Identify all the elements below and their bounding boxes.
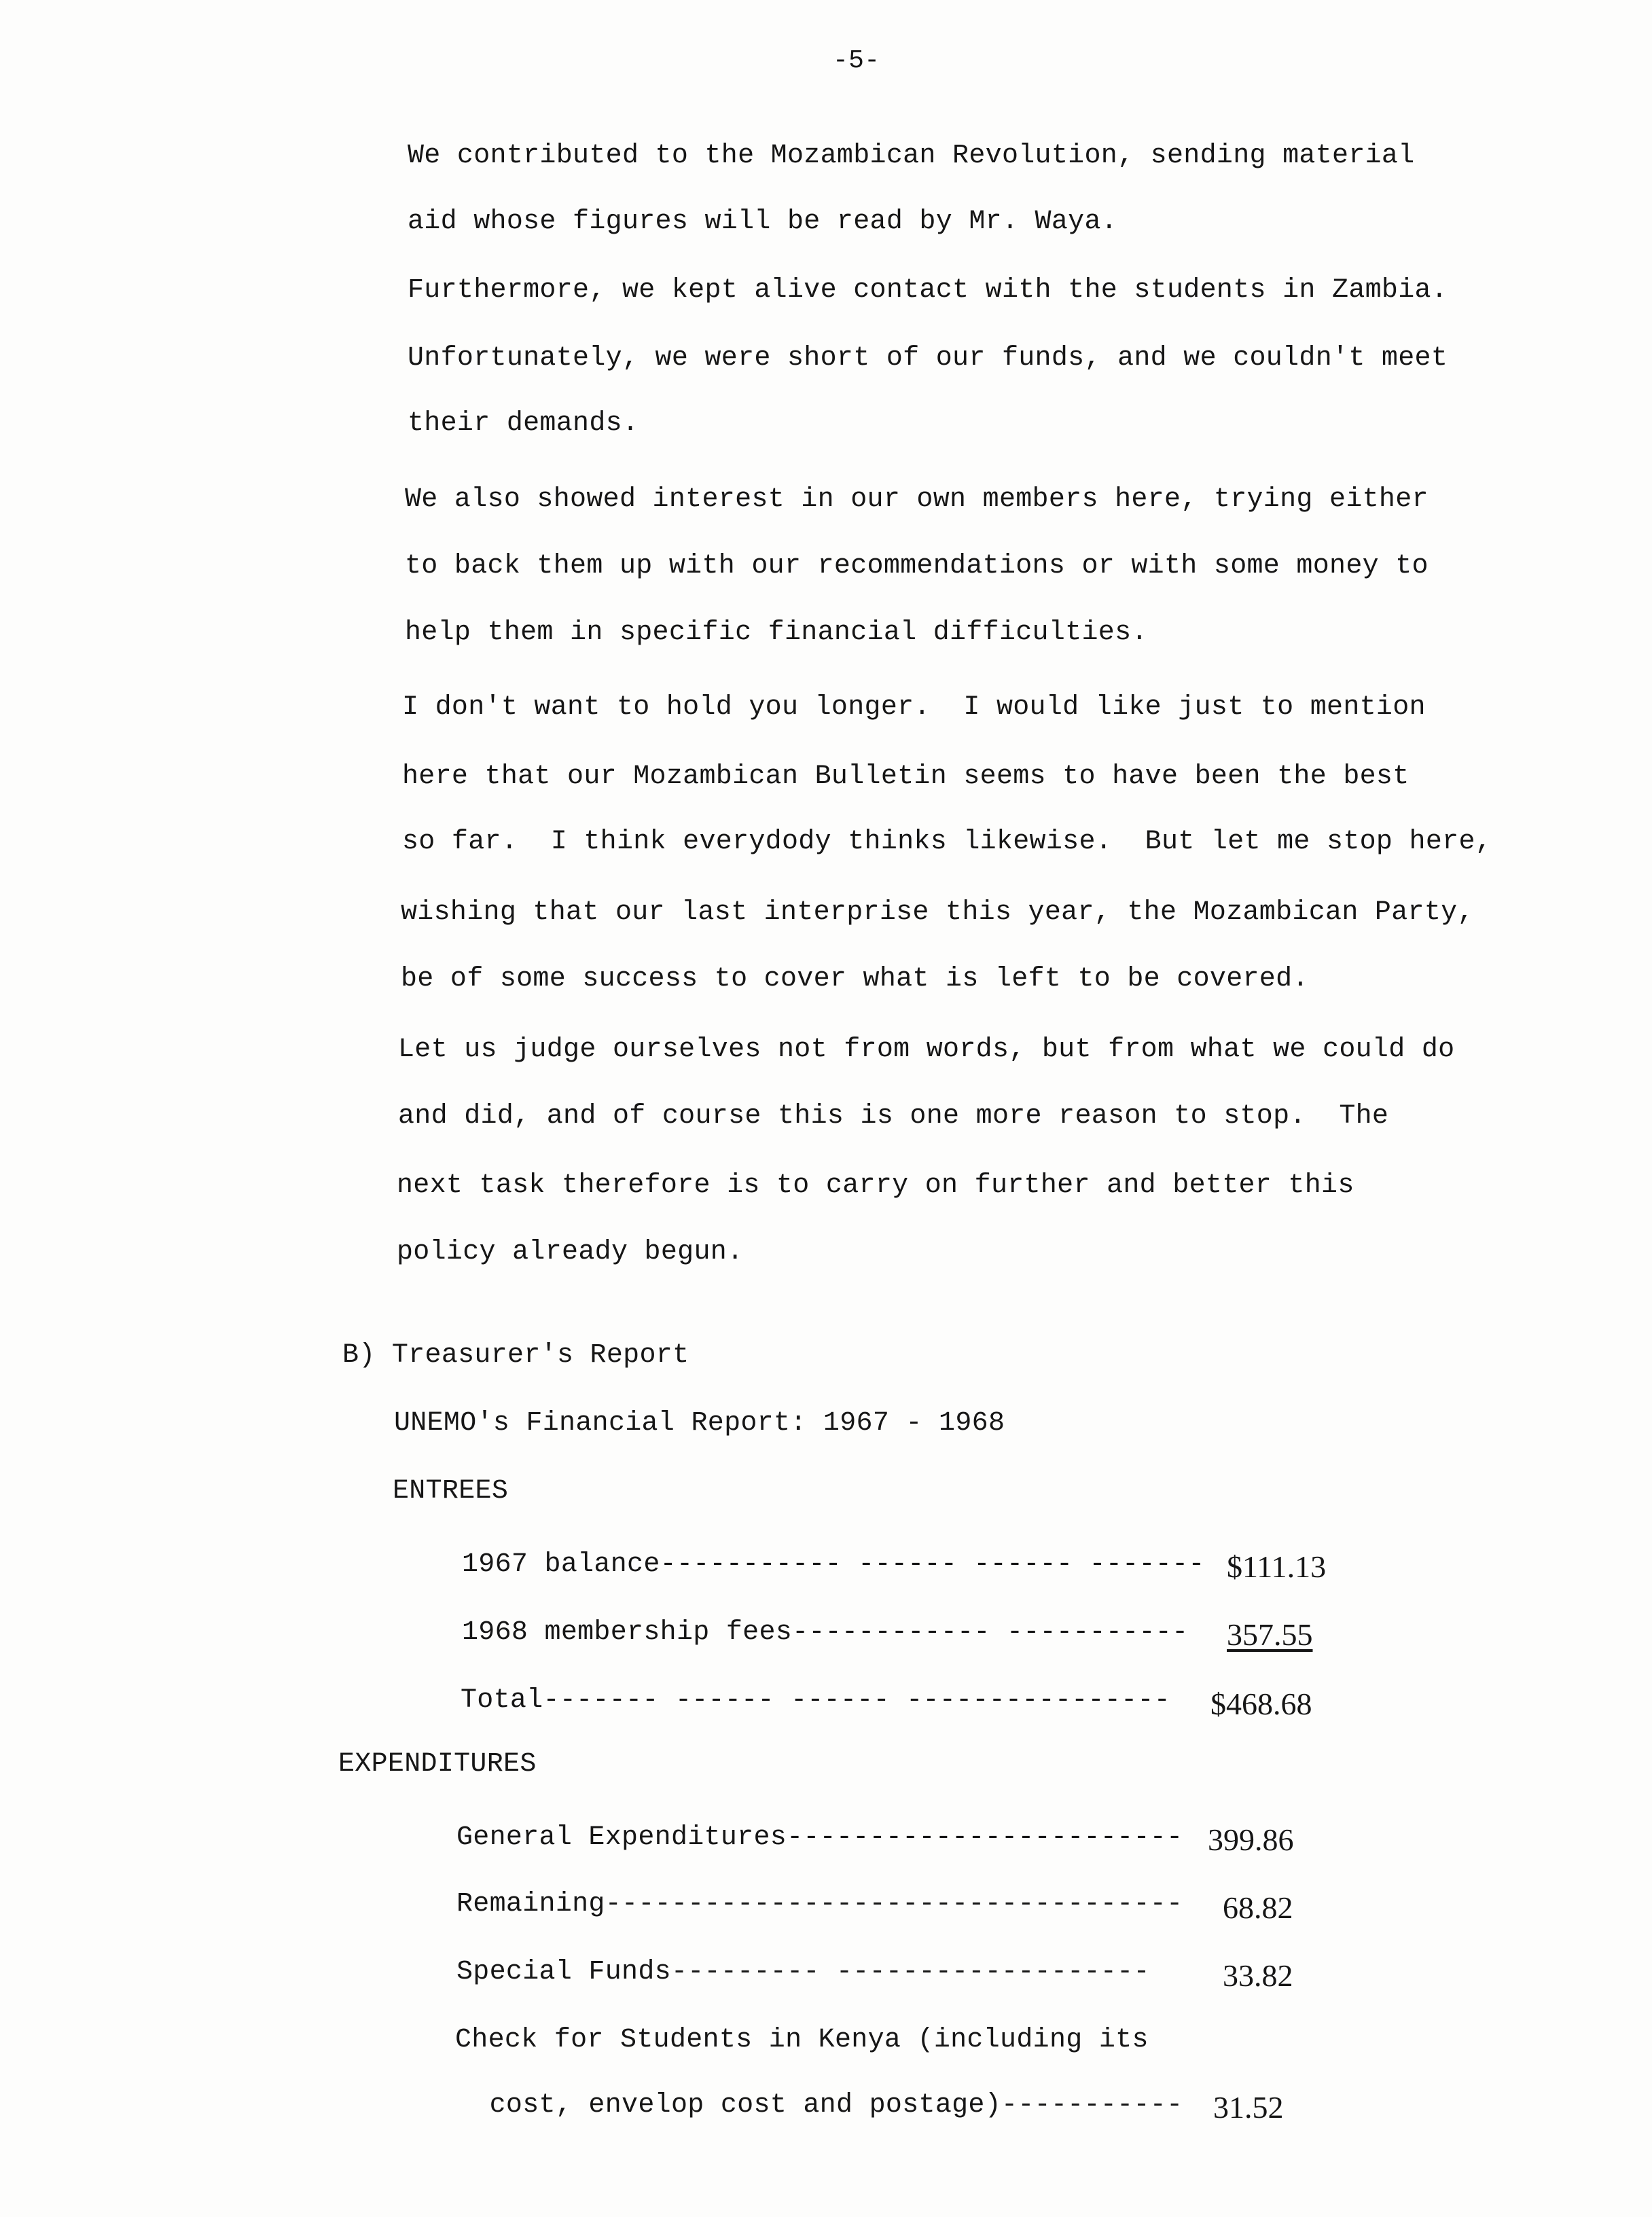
expenditures-heading: EXPENDITURES	[338, 1749, 537, 1780]
expenditure-amount: 33.82	[1223, 1958, 1293, 1993]
text-line: I don't want to hold you longer. I would like just to mention	[402, 692, 1426, 723]
text-line: to back them up with our recommendations or with some money to	[405, 551, 1429, 581]
text-line: Furthermore, we kept alive contact with the students in Zambia.	[408, 275, 1448, 306]
expenditure-amount: 31.52	[1213, 2090, 1284, 2125]
text-line: next task therefore is to carry on further and better this	[397, 1170, 1354, 1201]
expenditure-label: Check for Students in Kenya (including its	[455, 2025, 1149, 2055]
entree-label: 1968 membership fees------------ -----------	[462, 1617, 1189, 1648]
expenditure-label: General Expenditures------------------------	[456, 1822, 1183, 1853]
section-heading: B) Treasurer's Report	[342, 1340, 689, 1371]
entrees-heading: ENTREES	[393, 1476, 509, 1507]
entree-label: Total------- ------ ------ ----------------	[461, 1685, 1171, 1716]
text-line: We contributed to the Mozambican Revolution, sending material	[408, 141, 1415, 171]
expenditure-label: Remaining-----------------------------------	[456, 1889, 1200, 1919]
entree-amount: $468.68	[1210, 1687, 1312, 1721]
text-line: their demands.	[408, 408, 639, 439]
text-line: Unfortunately, we were short of our funds, and we couldn't meet	[408, 343, 1448, 374]
report-title: UNEMO's Financial Report: 1967 - 1968	[394, 1408, 1005, 1439]
expenditure-label: Special Funds--------- -------------------	[456, 1957, 1167, 1987]
entree-amount: 357.55	[1227, 1617, 1313, 1652]
text-line: aid whose figures will be read by Mr. Waya.	[408, 206, 1118, 237]
text-line: Let us judge ourselves not from words, but from what we could do	[398, 1034, 1455, 1065]
text-line: wishing that our last interprise this year, the Mozambican Party,	[401, 897, 1474, 928]
expenditure-label: cost, envelop cost and postage)-----------	[456, 2090, 1200, 2121]
text-line: so far. I think everydody thinks likewise. But let me stop here,	[402, 827, 1492, 857]
text-line: We also showed interest in our own members here, trying either	[405, 484, 1429, 515]
text-line: policy already begun.	[397, 1237, 744, 1267]
entree-label: 1967 balance----------- ------ ------ -------	[462, 1549, 1205, 1580]
text-line: help them in specific financial difficulties.	[405, 617, 1148, 648]
text-line: and did, and of course this is one more reason to stop. The	[398, 1101, 1389, 1132]
text-line: be of some success to cover what is left to be covered.	[401, 964, 1309, 994]
expenditure-amount: 399.86	[1208, 1822, 1294, 1857]
text-line: here that our Mozambican Bulletin seems to have been the best	[402, 761, 1409, 792]
page-number: -5-	[833, 46, 880, 75]
expenditure-amount: 68.82	[1223, 1890, 1293, 1925]
entree-amount: $111.13	[1227, 1549, 1327, 1584]
